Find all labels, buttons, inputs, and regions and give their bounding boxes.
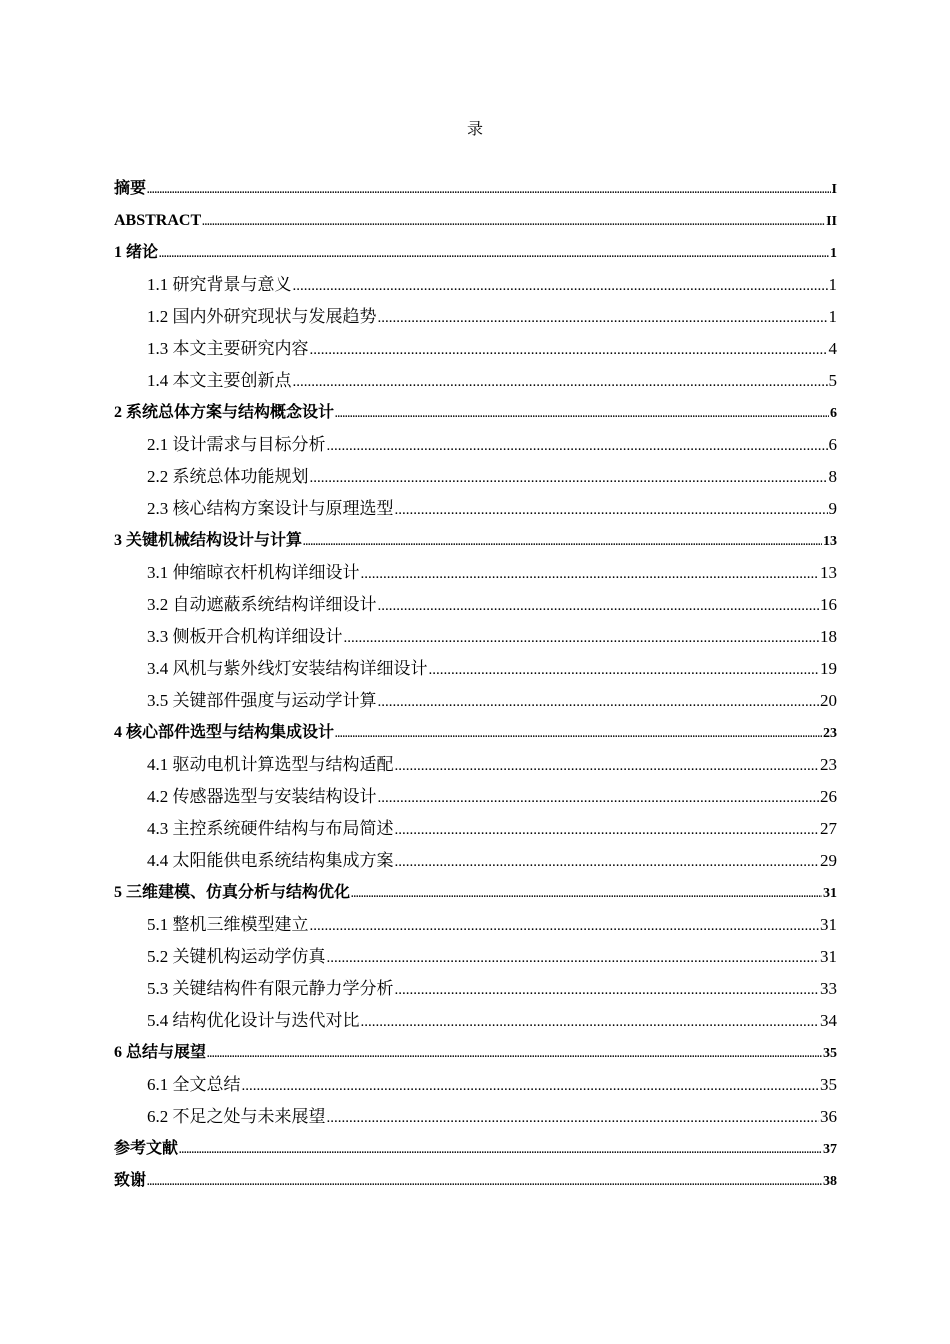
toc-section-entry[interactable] <box>114 557 837 589</box>
toc-page-number: 1 <box>828 275 837 294</box>
toc-dot-leader <box>293 366 828 398</box>
toc-page-number: 23 <box>823 726 837 741</box>
toc-entry-label: 2.3 核心结构方案设计与原理选型 <box>147 499 394 518</box>
toc-entry-label: 5.3 关键结构件有限元静力学分析 <box>147 979 394 998</box>
toc-page-number: 35 <box>820 1075 837 1094</box>
toc-page-number: 37 <box>823 1142 837 1157</box>
toc-page-number: 34 <box>820 1011 837 1030</box>
toc-dot-leader <box>344 622 820 654</box>
toc-section-entry[interactable] <box>114 941 837 973</box>
toc-entry-label: 3.1 伸缩晾衣杆机构详细设计 <box>147 563 360 582</box>
page-title: 录 <box>466 121 483 138</box>
toc-entry-label: 5.2 关键机构运动学仿真 <box>147 947 326 966</box>
toc-entry-label: 4.3 主控系统硬件结构与布局简述 <box>147 819 394 838</box>
toc-dot-leader <box>378 590 820 622</box>
toc-section-entry[interactable] <box>114 269 837 301</box>
toc-entry-label: 参考文献 <box>114 1140 179 1157</box>
toc-section-entry[interactable] <box>114 781 837 813</box>
toc-entry-label: 3.4 风机与紫外线灯安装结构详细设计 <box>147 659 428 678</box>
toc-page-number: 6 <box>828 435 837 454</box>
toc-dot-leader <box>395 814 820 846</box>
toc-entry-label: 3.2 自动遮蔽系统结构详细设计 <box>147 595 377 614</box>
toc-entry-label: 3.3 侧板开合机构详细设计 <box>147 627 343 646</box>
toc-entry-label: 4.4 太阳能供电系统结构集成方案 <box>147 851 394 870</box>
toc-page-number: 38 <box>823 1174 837 1189</box>
toc-page-number: 31 <box>820 947 837 966</box>
toc-page-number: 23 <box>820 755 837 774</box>
toc-section-entry[interactable] <box>114 365 837 397</box>
toc-page-number: 29 <box>820 851 837 870</box>
toc-page-number: 31 <box>820 915 837 934</box>
toc-entry-label: 4 核心部件选型与结构集成设计 <box>114 724 335 741</box>
toc-chapter-entry[interactable] <box>114 173 837 205</box>
toc-section-entry[interactable] <box>114 1101 837 1133</box>
toc-dot-leader <box>378 302 828 334</box>
toc-page-number: 9 <box>828 499 837 518</box>
toc-page-number: 35 <box>823 1046 837 1061</box>
toc-dot-leader <box>207 1039 822 1071</box>
toc-page-number: 5 <box>828 371 837 390</box>
toc-section-entry[interactable] <box>114 461 837 493</box>
toc-dot-leader <box>395 974 820 1006</box>
toc-dot-leader <box>310 910 820 942</box>
toc-dot-leader <box>335 719 822 751</box>
toc-page-number: II <box>826 214 837 229</box>
toc-section-entry[interactable] <box>114 813 837 845</box>
toc-dot-leader <box>147 175 831 207</box>
toc-section-entry[interactable] <box>114 301 837 333</box>
toc-entry-label: 6.2 不足之处与未来展望 <box>147 1107 326 1126</box>
toc-page-number: 13 <box>823 534 837 549</box>
toc-page-number: 1 <box>830 246 837 261</box>
toc-dot-leader <box>303 527 822 559</box>
toc-page-number: 20 <box>820 691 837 710</box>
toc-section-entry[interactable] <box>114 653 837 685</box>
toc-dot-leader <box>327 430 828 462</box>
toc-page-number: 8 <box>828 467 837 486</box>
toc-page-number: 6 <box>830 406 837 421</box>
toc-entry-label: ABSTRACT <box>114 212 202 229</box>
toc-section-entry[interactable] <box>114 749 837 781</box>
toc-section-entry[interactable] <box>114 621 837 653</box>
toc-section-entry[interactable] <box>114 1005 837 1037</box>
toc-dot-leader <box>361 558 820 590</box>
toc-chapter-entry[interactable] <box>114 1037 837 1069</box>
toc-page-number: 19 <box>820 659 837 678</box>
toc-page-number: 4 <box>828 339 837 358</box>
toc-entry-label: 6 总结与展望 <box>114 1044 207 1061</box>
toc-dot-leader <box>293 270 828 302</box>
toc-chapter-entry[interactable] <box>114 1133 837 1165</box>
toc-section-entry[interactable] <box>114 909 837 941</box>
toc-dot-leader <box>361 1006 820 1038</box>
toc-dot-leader <box>335 399 829 431</box>
toc-entry-label: 3.5 关键部件强度与运动学计算 <box>147 691 377 710</box>
toc-page-number: 1 <box>828 307 837 326</box>
toc-dot-leader <box>147 1167 822 1199</box>
toc-entry-label: 5.1 整机三维模型建立 <box>147 915 309 934</box>
toc-entry-label: 1.3 本文主要研究内容 <box>147 339 309 358</box>
toc-dot-leader <box>310 462 828 494</box>
toc-dot-leader <box>179 1135 822 1167</box>
toc-chapter-entry[interactable] <box>114 397 837 429</box>
toc-entry-label: 1.4 本文主要创新点 <box>147 371 292 390</box>
toc-page-number: I <box>831 182 837 197</box>
toc-dot-leader <box>327 1102 820 1134</box>
toc-section-entry[interactable] <box>114 685 837 717</box>
toc-section-entry[interactable] <box>114 845 837 877</box>
toc-dot-leader <box>378 782 820 814</box>
toc-entry-label: 4.2 传感器选型与安装结构设计 <box>147 787 377 806</box>
table-of-contents <box>114 173 837 1197</box>
toc-chapter-entry[interactable] <box>114 1165 837 1197</box>
toc-entry-label: 4.1 驱动电机计算选型与结构适配 <box>147 755 394 774</box>
toc-chapter-entry[interactable] <box>114 237 837 269</box>
toc-dot-leader <box>351 879 822 911</box>
toc-section-entry[interactable] <box>114 973 837 1005</box>
toc-dot-leader <box>395 750 820 782</box>
toc-page-number: 16 <box>820 595 837 614</box>
toc-dot-leader <box>159 239 829 271</box>
toc-dot-leader <box>242 1070 820 1102</box>
toc-dot-leader <box>327 942 820 974</box>
toc-entry-label: 1.2 国内外研究现状与发展趋势 <box>147 307 377 326</box>
toc-entry-label: 1.1 研究背景与意义 <box>147 275 292 294</box>
toc-chapter-entry[interactable] <box>114 717 837 749</box>
toc-dot-leader <box>202 207 825 239</box>
toc-page-number: 27 <box>820 819 837 838</box>
toc-page-number: 33 <box>820 979 837 998</box>
toc-entry-label: 2 系统总体方案与结构概念设计 <box>114 404 335 421</box>
toc-section-entry[interactable] <box>114 333 837 365</box>
toc-section-entry[interactable] <box>114 493 837 525</box>
toc-entry-label: 致谢 <box>114 1172 147 1189</box>
toc-section-entry[interactable] <box>114 1069 837 1101</box>
toc-page-number: 36 <box>820 1107 837 1126</box>
toc-page-number: 13 <box>820 563 837 582</box>
toc-chapter-entry[interactable] <box>114 877 837 909</box>
toc-entry-label: 5.4 结构优化设计与迭代对比 <box>147 1011 360 1030</box>
toc-entry-label: 2.1 设计需求与目标分析 <box>147 435 326 454</box>
toc-entry-label: 5 三维建模、仿真分析与结构优化 <box>114 884 351 901</box>
toc-dot-leader <box>395 494 828 526</box>
toc-page-number: 26 <box>820 787 837 806</box>
toc-entry-label: 2.2 系统总体功能规划 <box>147 467 309 486</box>
toc-entry-label: 6.1 全文总结 <box>147 1075 241 1094</box>
toc-dot-leader <box>378 686 820 718</box>
toc-entry-label: 1 绪论 <box>114 244 159 261</box>
toc-section-entry[interactable] <box>114 589 837 621</box>
toc-dot-leader <box>310 334 828 366</box>
toc-entry-label: 3 关键机械结构设计与计算 <box>114 532 303 549</box>
toc-section-entry[interactable] <box>114 429 837 461</box>
toc-entry-label: 摘要 <box>114 180 147 197</box>
toc-chapter-entry[interactable] <box>114 205 837 237</box>
toc-dot-leader <box>395 846 820 878</box>
toc-dot-leader <box>429 654 820 686</box>
toc-chapter-entry[interactable] <box>114 525 837 557</box>
toc-page-number: 18 <box>820 627 837 646</box>
toc-page-number: 31 <box>823 886 837 901</box>
